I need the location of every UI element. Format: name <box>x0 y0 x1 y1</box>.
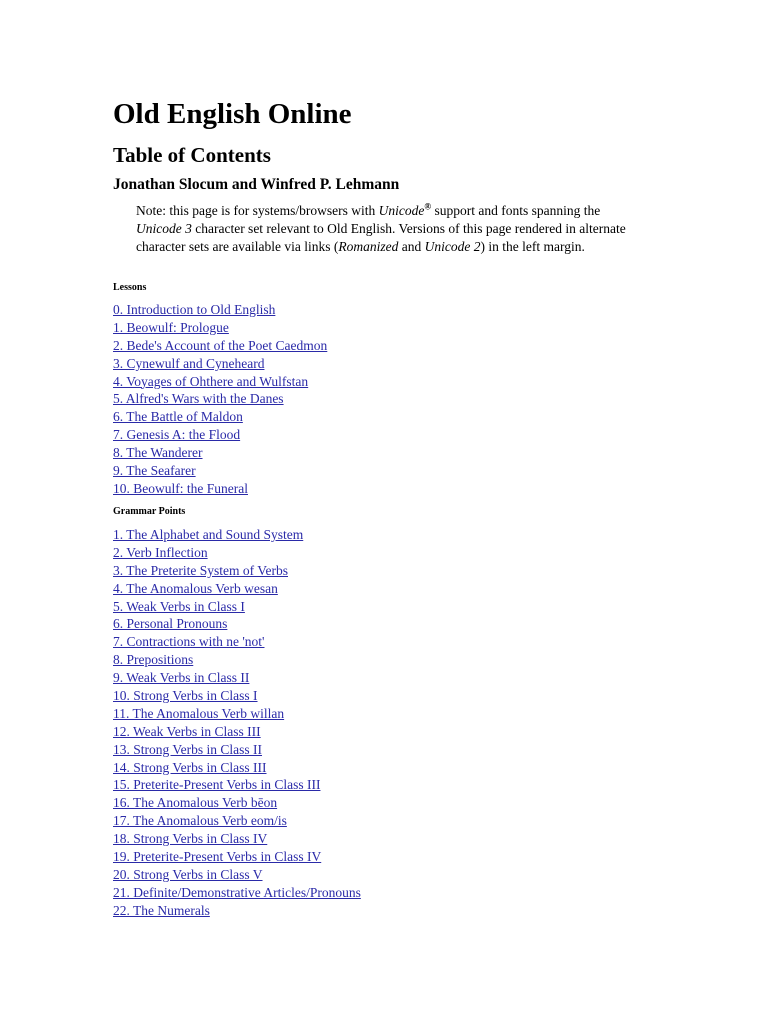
note-unicode2: Unicode 2 <box>424 239 481 254</box>
grammar-list-item <box>113 866 361 884</box>
grammar-list-item <box>113 669 361 687</box>
page-title: Old English Online <box>113 98 352 130</box>
grammar-link-19[interactable]: 20. Strong Verbs in Class V <box>113 866 263 882</box>
page-subtitle: Table of Contents <box>113 143 271 167</box>
lessons-link-3[interactable]: 3. Cynewulf and Cyneheard <box>113 355 265 371</box>
grammar-link-21[interactable]: 22. The Numerals <box>113 902 210 918</box>
lessons-link-9[interactable]: 9. The Seafarer <box>113 463 196 479</box>
lessons-link-7[interactable]: 7. Genesis A: the Flood <box>113 427 241 443</box>
registered-mark: ® <box>424 201 432 212</box>
lessons-list-item <box>113 373 327 391</box>
lessons-list-item <box>113 301 327 319</box>
grammar-link-11[interactable]: 12. Weak Verbs in Class III <box>113 723 261 739</box>
grammar-link-13[interactable]: 14. Strong Verbs in Class III <box>113 759 267 775</box>
lessons-list-item <box>113 480 327 498</box>
lessons-list <box>113 301 327 498</box>
grammar-points-label: Grammar Points <box>113 506 186 517</box>
lessons-list-item <box>113 462 327 480</box>
grammar-link-3[interactable]: 4. The Anomalous Verb wesan <box>113 580 278 596</box>
grammar-list-item <box>113 848 361 866</box>
grammar-list-item <box>113 544 361 562</box>
grammar-list-item <box>113 794 361 812</box>
grammar-link-18[interactable]: 19. Preterite-Present Verbs in Class IV <box>113 849 322 865</box>
grammar-link-2[interactable]: 3. The Preterite System of Verbs <box>113 562 288 578</box>
grammar-list-item <box>113 723 361 741</box>
authors-heading: Jonathan Slocum and Winfred P. Lehmann <box>113 176 400 193</box>
grammar-link-5[interactable]: 6. Personal Pronouns <box>113 616 228 632</box>
grammar-list-item <box>113 633 361 651</box>
grammar-link-6[interactable]: 7. Contractions with ne 'not' <box>113 634 265 650</box>
grammar-link-14[interactable]: 15. Preterite-Present Verbs in Class III <box>113 777 321 793</box>
note-text-3: character set relevant to Old English. Versions of this page rendered in alternate character sets are available via links ( <box>136 221 626 254</box>
grammar-list-item <box>113 884 361 902</box>
grammar-list-item <box>113 741 361 759</box>
grammar-list-item <box>113 705 361 723</box>
grammar-list-item <box>113 562 361 580</box>
lessons-list-item <box>113 337 327 355</box>
grammar-list-item <box>113 526 361 544</box>
grammar-link-16[interactable]: 17. The Anomalous Verb eom/is <box>113 813 287 829</box>
grammar-link-9[interactable]: 10. Strong Verbs in Class I <box>113 688 258 704</box>
grammar-list-item <box>113 598 361 616</box>
lessons-list-item <box>113 408 327 426</box>
grammar-list-item <box>113 759 361 777</box>
lessons-link-4[interactable]: 4. Voyages of Ohthere and Wulfstan <box>113 373 309 389</box>
grammar-points-list <box>113 526 361 920</box>
note-text-4: and <box>398 239 425 254</box>
grammar-link-4[interactable]: 5. Weak Verbs in Class I <box>113 598 245 614</box>
grammar-list-item <box>113 776 361 794</box>
grammar-link-10[interactable]: 11. The Anomalous Verb willan <box>113 705 285 721</box>
grammar-link-0[interactable]: 1. The Alphabet and Sound System <box>113 527 304 542</box>
note-text-1: Note: this page is for systems/browsers with <box>136 203 379 218</box>
grammar-link-7[interactable]: 8. Prepositions <box>113 652 194 668</box>
grammar-link-8[interactable]: 9. Weak Verbs in Class II <box>113 670 250 686</box>
lessons-link-8[interactable]: 8. The Wanderer <box>113 445 203 461</box>
grammar-link-15[interactable]: 16. The Anomalous Verb bēon <box>113 795 278 811</box>
note-text-2: support and fonts spanning the <box>431 203 601 218</box>
note-text-5: ) in the left margin. <box>480 239 585 254</box>
lessons-label: Lessons <box>113 282 147 293</box>
lessons-link-2[interactable]: 2. Bede's Account of the Poet Caedmon <box>113 337 328 353</box>
grammar-list-item <box>113 615 361 633</box>
grammar-list-item <box>113 651 361 669</box>
grammar-link-12[interactable]: 13. Strong Verbs in Class II <box>113 741 263 757</box>
grammar-list-item <box>113 902 361 920</box>
lessons-link-1[interactable]: 1. Beowulf: Prologue <box>113 319 229 335</box>
charset-note <box>136 202 636 256</box>
grammar-link-1[interactable]: 2. Verb Inflection <box>113 544 208 560</box>
lessons-list-item <box>113 390 327 408</box>
note-romanized: Romanized <box>338 239 399 254</box>
lessons-list-item <box>113 444 327 462</box>
lessons-list-item <box>113 355 327 373</box>
lessons-link-10[interactable]: 10. Beowulf: the Funeral <box>113 480 248 496</box>
grammar-list-item <box>113 687 361 705</box>
grammar-link-20[interactable]: 21. Definite/Demonstrative Articles/Pronouns <box>113 884 361 900</box>
lessons-list-item <box>113 426 327 444</box>
grammar-list-item <box>113 830 361 848</box>
grammar-list-item <box>113 580 361 598</box>
grammar-list-item <box>113 812 361 830</box>
lessons-link-6[interactable]: 6. The Battle of Maldon <box>113 409 243 425</box>
grammar-link-17[interactable]: 18. Strong Verbs in Class IV <box>113 831 268 847</box>
note-unicode: Unicode <box>378 203 425 218</box>
lessons-list-item <box>113 319 327 337</box>
note-unicode3: Unicode 3 <box>136 221 192 236</box>
lessons-link-5[interactable]: 5. Alfred's Wars with the Danes <box>113 391 284 407</box>
lessons-link-0[interactable]: 0. Introduction to Old English <box>113 302 276 317</box>
